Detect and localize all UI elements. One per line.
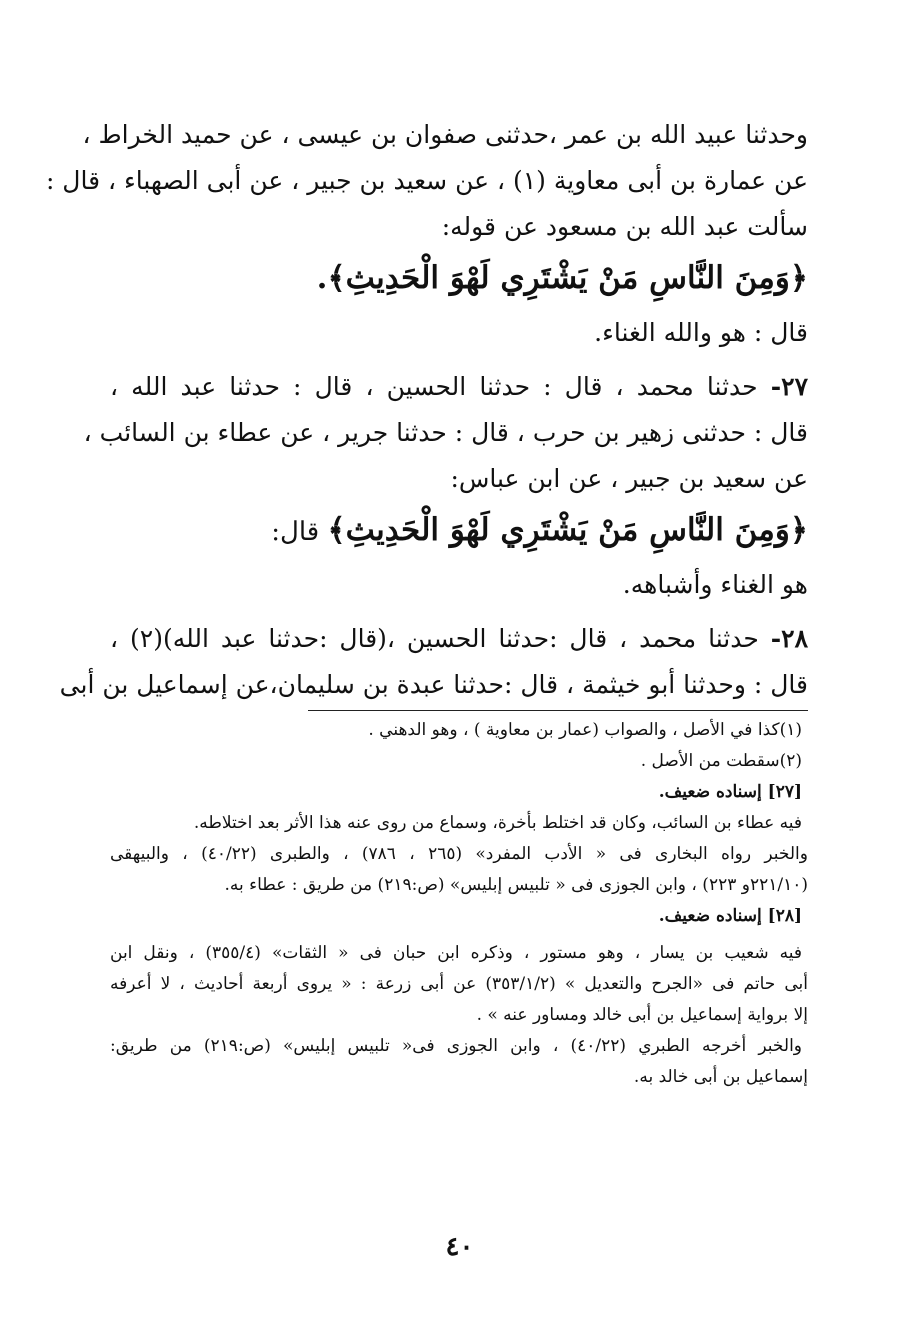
hadith-28-first-line: ٢٨- حدثنا محمد ، قال :حدثنا الحسين ،(قال :حدثنا عبد الله)(٢) ،	[110, 624, 808, 653]
body-line: وحدثنا عبيد الله بن عمر ،حدثنى صفوان بن عيسى ، عن حميد الخراط ،	[82, 120, 808, 149]
takhrij-line: إسماعيل بن أبى خالد به.	[633, 1067, 808, 1087]
takhrij-line: والخبر رواه البخارى فى « الأدب المفرد» (٢٦٥ ، ٧٨٦) ، والطبرى (٤٠/٢٢) ، والبيهقى	[110, 844, 808, 864]
body-line: قال : وحدثنا أبو خيثمة ، قال :حدثنا عبدة بن سليمان،عن إسماعيل بن أبى	[59, 670, 808, 699]
hadith-27-first-line: ٢٧- حدثنا محمد ، قال : حدثنا الحسين ، قال : حدثنا عبد الله ،	[110, 372, 809, 401]
hadith-number: ٢٧-	[770, 372, 809, 401]
footnotes	[110, 715, 808, 1093]
takhrij-line: فيه عطاء بن السائب، وكان قد اختلط بأخرة، وسماع من روى عنه هذا الأثر بعد اختلاطه.	[193, 813, 802, 833]
quran-verse: ﴿وَمِنَ النَّاسِ مَنْ يَشْتَرِي لَهْوَ الْحَدِيثِ﴾ قال:	[271, 512, 808, 548]
quran-verse: ﴿وَمِنَ النَّاسِ مَنْ يَشْتَرِي لَهْوَ الْحَدِيثِ﴾.	[316, 260, 808, 296]
takhrij-line: (٢٢١/١٠و ٢٢٣) ، وابن الجوزى فى « تلبيس إبليس» (ص:٢١٩) من طريق : عطاء به.	[224, 875, 808, 895]
body-line: سألت عبد الله بن مسعود عن قوله:	[441, 212, 808, 241]
takhrij-line: فيه شعيب بن يسار ، وهو مستور ، وذكره ابن حبان فى « الثقات» (٣٥٥/٤) ، ونقل ابن	[110, 943, 802, 963]
hadith-number: ٢٨-	[770, 624, 808, 653]
footnote: (١)كذا في الأصل ، والصواب (عمار بن معاوية ) ، وهو الدهني .	[368, 720, 802, 740]
page-content	[45, 112, 809, 1093]
body-line: قال : حدثنى زهير بن حرب ، قال : حدثنا جرير ، عن عطاء بن السائب ،	[83, 418, 808, 447]
takhrij-heading: [٢٧] إسناده ضعيف.	[658, 782, 802, 802]
footnote: (٢)سقطت من الأصل .	[640, 751, 802, 771]
body-line: هو الغناء وأشباهه.	[622, 570, 808, 599]
takhrij-line: أبى حاتم فى «الجرح والتعديل » (٣٥٣/١/٢) عن أبى زرعة : « يروى أربعة أحاديث ، لا أعرفه	[110, 974, 808, 994]
body-line: قال : هو والله الغناء.	[594, 318, 808, 347]
takhrij-line: والخبر أخرجه الطبري (٤٠/٢٢) ، وابن الجوزى فى« تلبيس إبليس» (ص:٢١٩) من طريق:	[110, 1036, 802, 1056]
page-number: ٤٠	[445, 1232, 474, 1262]
body-line: عن عمارة بن أبى معاوية (١) ، عن سعيد بن جبير ، عن أبى الصهباء ، قال :	[45, 166, 808, 195]
takhrij-heading: [٢٨] إسناده ضعيف.	[658, 906, 802, 926]
body-line: عن سعيد بن جبير ، عن ابن عباس:	[450, 464, 808, 493]
footnote-divider	[308, 710, 808, 711]
takhrij-line: إلا برواية إسماعيل بن أبى خالد ومساور عنه » .	[476, 1005, 808, 1025]
